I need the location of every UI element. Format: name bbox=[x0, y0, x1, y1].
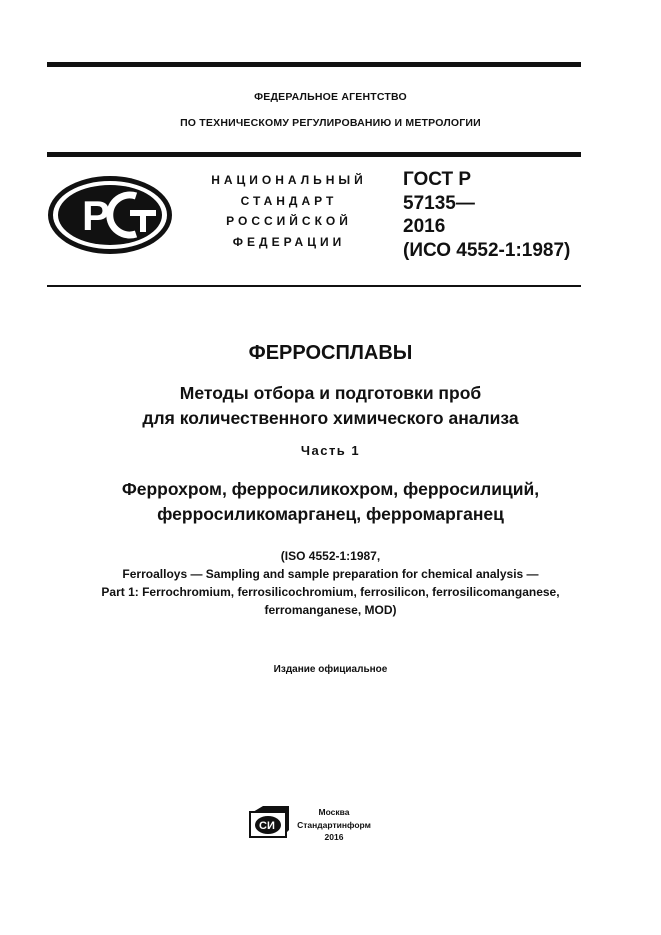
standard-rule bbox=[47, 285, 581, 287]
part-title-line-2: ферросиликомарганец, ферромарганец bbox=[157, 504, 504, 524]
svg-text:Р: Р bbox=[82, 192, 111, 239]
standard-kind bbox=[196, 170, 382, 252]
subtitle-line-1: Методы отбора и подготовки проб bbox=[179, 383, 482, 403]
standard-kind-line-2: СТАНДАРТ bbox=[240, 193, 338, 208]
header-rule bbox=[47, 152, 581, 157]
top-rule bbox=[47, 62, 581, 67]
edition-label: Издание официальное bbox=[273, 664, 388, 675]
gost-line-2: 57135— bbox=[403, 192, 475, 214]
part-title bbox=[0, 477, 661, 527]
rst-certification-mark-icon bbox=[46, 174, 174, 256]
standartinform-logo-icon bbox=[249, 806, 289, 838]
standard-kind-line-3: РОССИЙСКОЙ bbox=[226, 214, 352, 228]
agency-line-1: ФЕДЕРАЛЬНОЕ АГЕНТСТВО bbox=[254, 91, 407, 103]
english-line-1: (ISO 4552-1:1987, bbox=[280, 549, 381, 563]
english-line-2: Ferroalloys — Sampling and sample preparation for chemical analysis — bbox=[122, 567, 539, 581]
standard-kind-line-1: НАЦИОНАЛЬНЫЙ bbox=[211, 173, 367, 187]
subtitle-line-2: для количественного химического анализа bbox=[142, 408, 519, 428]
gost-line-4: (ИСО 4552-1:1987) bbox=[403, 239, 571, 261]
english-title bbox=[0, 547, 661, 619]
gost-line-3: 2016 bbox=[403, 216, 446, 237]
english-line-3: Part 1: Ferrochromium, ferrosilicochromium, ferrosilicon, ferrosilicomanganese, bbox=[101, 585, 560, 599]
agency-line-2: ПО ТЕХНИЧЕСКОМУ РЕГУЛИРОВАНИЮ И МЕТРОЛОГИИ bbox=[180, 117, 481, 129]
gost-line-1: ГОСТ Р bbox=[403, 169, 472, 190]
svg-text:СИ: СИ bbox=[259, 820, 275, 832]
part-title-line-1: Феррохром, ферросиликохром, ферросилиций, bbox=[121, 479, 540, 499]
document-subtitle bbox=[0, 381, 661, 431]
standard-kind-line-4: ФЕДЕРАЦИИ bbox=[232, 234, 346, 249]
publisher-year: 2016 bbox=[324, 832, 344, 842]
english-line-4: ferromanganese, MOD) bbox=[264, 603, 397, 617]
publisher-city: Москва bbox=[318, 807, 350, 817]
publisher-imprint bbox=[294, 806, 374, 844]
publisher-name: Стандартинформ bbox=[297, 819, 371, 830]
gost-designation bbox=[403, 168, 603, 262]
document-title: ФЕРРОСПЛАВЫ bbox=[248, 342, 413, 364]
part-label: Часть 1 bbox=[300, 443, 361, 458]
